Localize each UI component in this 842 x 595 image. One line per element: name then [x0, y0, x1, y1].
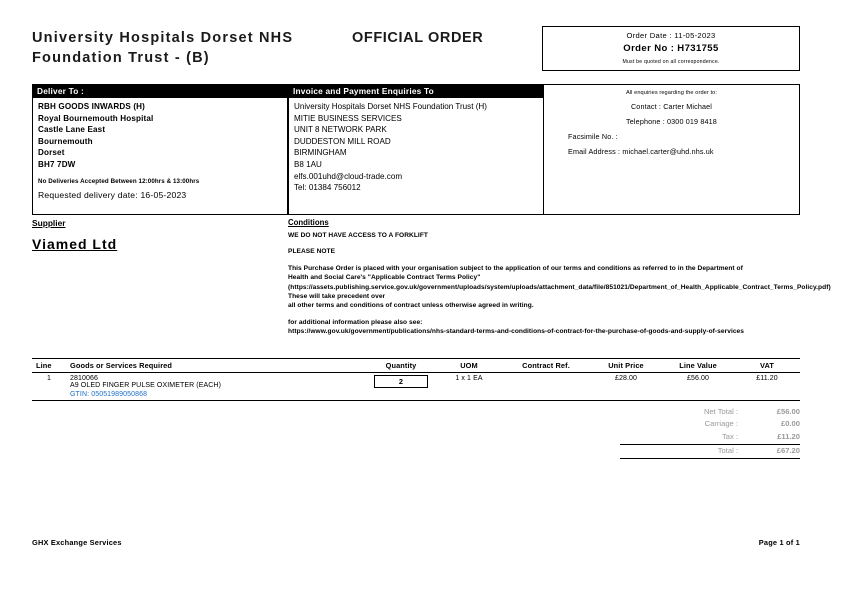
column-header-unit-price: Unit Price: [590, 359, 662, 373]
order-number: Order No : H731755: [623, 43, 719, 54]
carriage-row: [620, 418, 800, 430]
deliver-to-line: BH7 7DW: [38, 159, 76, 169]
conditions-line: Health and Social Care's "Applicable Contract Terms Policy": [288, 274, 481, 282]
invoice-to-line: UNIT 8 NETWORK PARK: [294, 125, 387, 135]
footer-page-number: Page 1 of 1: [758, 538, 800, 547]
conditions-spacer: [288, 311, 800, 318]
column-header-goods: Goods or Services Required: [66, 359, 366, 373]
order-enquiries-title: All enquiries regarding the order to:: [625, 90, 718, 96]
conditions-line: https://www.gov.uk/government/publications/nhs-standard-terms-and-conditions-of-contract-for-the-purchase-of-goods-and-supply-of-services: [288, 328, 744, 336]
tax-value: £11.20: [777, 431, 800, 441]
enquiries-telephone: Telephone : 0300 019 8418: [626, 117, 717, 126]
column-header-vat: VAT: [734, 359, 800, 373]
enquiries-contact: Contact : Carter Michael: [630, 102, 713, 111]
deliver-to-body: [33, 98, 287, 202]
cell-unit-price: £28.00: [590, 373, 662, 401]
cell-line-number: 1: [32, 373, 66, 401]
supplier-header: Supplier: [32, 218, 66, 228]
conditions-spacer: [288, 257, 800, 264]
cell-quantity: [366, 373, 436, 401]
item-gtin: GTIN: 05051989050868: [70, 391, 148, 398]
conditions-line: for additional information please also see:: [288, 318, 423, 326]
footer-service-name: GHX Exchange Services: [32, 538, 122, 547]
grand-total-value: £67.20: [776, 446, 800, 456]
supplier-panel: [32, 215, 288, 350]
supplier-name: Viamed Ltd: [32, 236, 118, 252]
net-total-value: £56.00: [776, 407, 800, 416]
invoice-to-line: BIRMINGHAM: [294, 148, 347, 158]
conditions-spacer: [288, 240, 800, 247]
order-quote-note: Must be quoted on all correspondence.: [622, 59, 720, 65]
deliver-to-line: Royal Bournemouth Hospital: [38, 113, 154, 123]
organisation-title-line-2: Foundation Trust - (B): [32, 50, 210, 66]
column-header-quantity: Quantity: [366, 359, 436, 373]
order-items-table: [32, 358, 800, 401]
enquiries-facsimile: Facsimile No. :: [568, 132, 618, 141]
invoice-to-email: elfs.001uhd@cloud-trade.com: [294, 171, 403, 181]
invoice-to-line: MITIE BUSINESS SERVICES: [294, 113, 402, 123]
organisation-title-line-1: University Hospitals Dorset NHS: [32, 30, 294, 46]
invoice-to-header: Invoice and Payment Enquiries To: [289, 85, 543, 98]
organisation-title: [32, 28, 322, 68]
column-header-contract-ref: Contract Ref.: [502, 359, 590, 373]
carriage-label: Carriage :: [704, 419, 738, 429]
grand-total-row: [620, 444, 800, 458]
invoice-to-body: [289, 98, 543, 194]
invoice-to-line: B8 1AU: [294, 159, 322, 169]
conditions-header: Conditions: [288, 218, 329, 227]
order-enquiries-panel: [544, 84, 800, 215]
cell-goods-description: [66, 373, 366, 401]
address-band: [32, 84, 800, 215]
conditions-line: These will take precedent over: [288, 293, 386, 301]
table-header-row: [32, 359, 800, 373]
deliver-to-header: Deliver To :: [33, 85, 287, 98]
delivery-hours-note: No Deliveries Accepted Between 12:00hrs & 13:00hrs: [38, 177, 200, 185]
conditions-panel: [288, 215, 831, 350]
net-total-row: [620, 406, 800, 418]
conditions-line: (https://assets.publishing.service.gov.uk/government/uploads/system/uploads/attachment_data/file/851021/Department_of_Health_Applicable_Contract_Terms_Policy.pdf): [288, 283, 831, 291]
cell-uom: 1 x 1 EA: [436, 373, 502, 401]
column-header-line-value: Line Value: [662, 359, 734, 373]
order-reference-box: [542, 26, 800, 71]
tax-label: Tax :: [721, 431, 738, 441]
cell-contract-ref: [502, 373, 590, 401]
invoice-to-telephone: Tel: 01384 756012: [294, 183, 361, 193]
cell-vat: £11.20: [734, 373, 800, 401]
table-row: [32, 373, 800, 401]
net-total-label: Net Total :: [703, 407, 738, 416]
deliver-to-line: Dorset: [38, 148, 65, 158]
conditions-line: all other terms and conditions of contract unless otherwise agreed in writing.: [288, 302, 534, 310]
invoice-to-panel: [288, 84, 544, 215]
conditions-line: This Purchase Order is placed with your organisation subject to the application of our terms and conditions as referred to in the Department of: [288, 264, 743, 272]
quantity-value: 2: [374, 375, 428, 388]
item-description: A9 OLED FINGER PULSE OXIMETER (EACH): [70, 382, 222, 389]
conditions-line: WE DO NOT HAVE ACCESS TO A FORKLIFT: [288, 232, 428, 239]
deliver-to-panel: [32, 84, 288, 215]
requested-delivery-date: Requested delivery date: 16-05-2023: [38, 190, 187, 201]
invoice-to-line: University Hospitals Dorset NHS Foundation Trust (H): [294, 102, 487, 111]
column-header-uom: UOM: [436, 359, 502, 373]
grand-total-label: Total :: [717, 446, 738, 456]
column-header-line: Line: [32, 359, 66, 373]
order-totals: [620, 406, 800, 459]
order-date: Order Date : 11-05-2023: [626, 31, 716, 40]
conditions-line: PLEASE NOTE: [288, 248, 336, 256]
carriage-value: £0.00: [780, 419, 800, 429]
cell-line-value: £56.00: [662, 373, 734, 401]
deliver-to-line: Bournemouth: [38, 136, 93, 146]
invoice-to-line: DUDDESTON MILL ROAD: [294, 136, 391, 146]
tax-row: [620, 431, 800, 443]
deliver-to-line: RBH GOODS INWARDS (H): [38, 102, 146, 111]
item-code: 2810066: [70, 375, 98, 382]
supplier-conditions-band: [32, 215, 831, 350]
enquiries-email: Email Address : michael.carter@uhd.nhs.uk: [568, 147, 714, 156]
deliver-to-line: Castle Lane East: [38, 125, 106, 135]
document-type-title: OFFICIAL ORDER: [352, 30, 484, 46]
